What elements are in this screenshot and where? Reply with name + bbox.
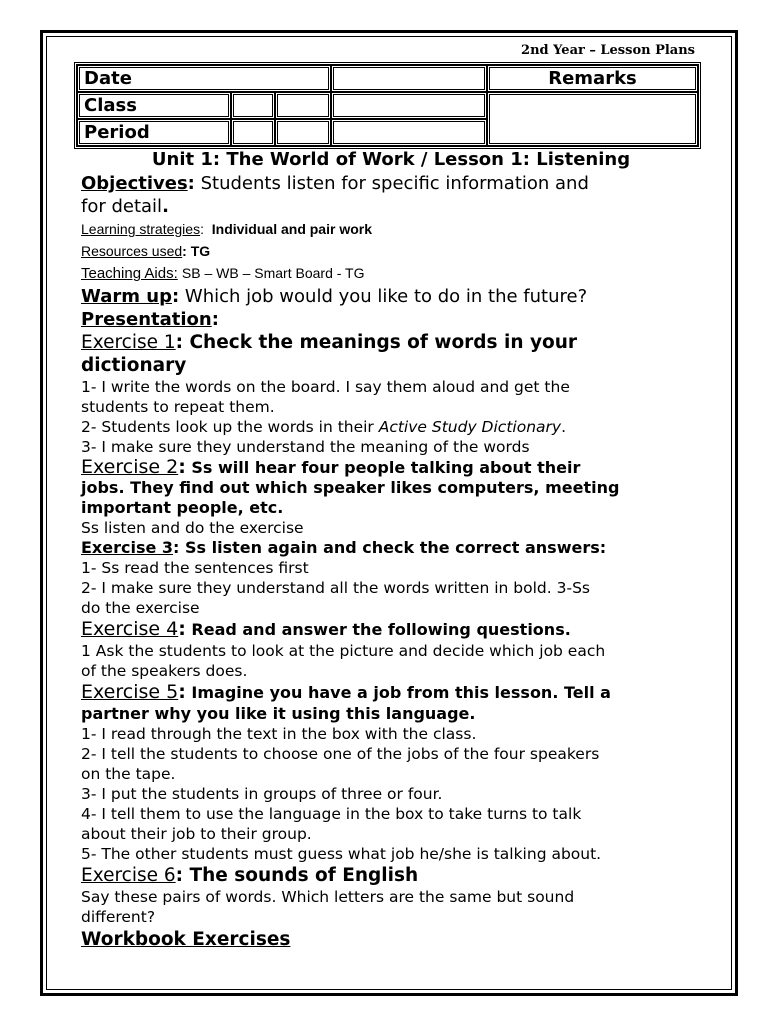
period-cell-1 — [231, 119, 275, 146]
resources-used-value: TG — [190, 243, 211, 259]
class-cell-3 — [331, 92, 487, 119]
exercise3-step-3: do the exercise — [81, 599, 200, 617]
resources-used-label: Resources used — [81, 243, 183, 259]
exercise6-step-1: Say these pairs of words. Which letters are the same but sound — [81, 888, 575, 906]
exercise2-heading-3: important people, etc. — [81, 498, 284, 517]
exercise1-step-1a: 1- I write the words on the board. I say them aloud and get the — [81, 378, 570, 396]
learning-strategies-label: Learning strategies — [81, 221, 201, 237]
exercise1-step-2: 2- Students look up the words in their Active Study Dictionary. — [81, 418, 566, 436]
exercise5-step-1: 1- I read through the text in the box with the class. — [81, 725, 477, 743]
lesson-content — [81, 148, 701, 952]
exercise6-heading: Exercise 6: The sounds of English — [81, 865, 419, 886]
date-value — [331, 65, 487, 92]
class-cell-2 — [275, 92, 331, 119]
objectives-line-2: for detail. — [81, 196, 169, 217]
teaching-aids-value: SB – WB – Smart Board - TG — [181, 265, 365, 281]
exercise1-step-1b: students to repeat them. — [81, 398, 275, 416]
period-cell-3 — [331, 119, 487, 146]
objectives-text-2: for detail — [81, 196, 163, 217]
exercise4-step-1: 1 Ask the students to look at the picture and decide which job each — [81, 642, 606, 660]
workbook-exercises: Workbook Exercises — [81, 929, 291, 950]
class-label: Class — [77, 92, 231, 119]
exercise1-label: Exercise 1 — [81, 332, 176, 353]
remarks-label: Remarks — [487, 65, 698, 92]
exercise2-label: Exercise 2 — [81, 456, 179, 478]
objectives-line-1: Objectives: Students listen for specific information and — [81, 173, 589, 194]
exercise3-label: Exercise 3 — [81, 538, 174, 557]
exercise3-heading: Exercise 3: Ss listen again and check the correct answers: — [81, 538, 607, 557]
dictionary-name: Active Study Dictionary — [378, 418, 562, 436]
period-label: Period — [77, 119, 231, 146]
remarks-value — [487, 92, 698, 146]
exercise4-label: Exercise 4 — [81, 618, 179, 640]
exercise1-heading-2: dictionary — [81, 355, 187, 376]
teaching-aids — [81, 262, 701, 285]
warm-up-text: Which job would you like to do in the future? — [184, 286, 588, 307]
learning-strategies: Learning strategies: Individual and pair work — [81, 221, 372, 237]
exercise4-step-2: of the speakers does. — [81, 662, 248, 680]
exercise5-step-4: 4- I tell them to use the language in the box to take turns to talk — [81, 805, 582, 823]
exercise5-step-5: 5- The other students must guess what job he/she is talking about. — [81, 845, 602, 863]
exercise5-step-4b: about their job to their group. — [81, 825, 312, 843]
exercise4-heading: Exercise 4: Read and answer the following questions. — [81, 618, 571, 640]
exercise6-label: Exercise 6 — [81, 865, 176, 886]
exercise6-heading-text: The sounds of English — [189, 865, 419, 886]
exercise2-heading-1: Exercise 2: Ss will hear four people talking about their — [81, 456, 581, 478]
exercise2-heading-2: jobs. They find out which speaker likes computers, meeting — [81, 478, 620, 497]
header-note: 2nd Year – Lesson Plans — [521, 43, 695, 58]
warm-up-label: Warm up — [81, 286, 172, 307]
exercise1-step-3: 3- I make sure they understand the meaning of the words — [81, 438, 530, 456]
presentation-label: Presentation — [81, 309, 212, 330]
lesson-info-table — [74, 62, 701, 149]
resources-used: Resources used: TG — [81, 243, 211, 259]
exercise4-heading-text: Read and answer the following questions. — [191, 620, 571, 639]
exercise5-step-2: 2- I tell the students to choose one of the jobs of the four speakers — [81, 745, 600, 763]
exercise5-heading-2: partner why you like it using this language. — [81, 704, 476, 723]
exercise2-step: Ss listen and do the exercise — [81, 519, 304, 537]
exercise3-heading-text: Ss listen again and check the correct answers: — [185, 538, 607, 557]
date-label: Date — [77, 65, 331, 92]
exercise3-step-2: 2- I make sure they understand all the words written in bold. 3-Ss — [81, 579, 590, 597]
exercise1-heading-text-1: Check the meanings of words in your — [189, 332, 578, 353]
presentation: Presentation: — [81, 309, 219, 330]
exercise6-step-2: different? — [81, 908, 156, 926]
exercise5-heading-1: Exercise 5: Imagine you have a job from this lesson. Tell a — [81, 681, 611, 703]
exercise5-step-3: 3- I put the students in groups of three or four. — [81, 785, 443, 803]
period-cell-2 — [275, 119, 331, 146]
exercise2-heading-text-1: Ss will hear four people talking about their — [191, 458, 581, 477]
warm-up: Warm up: Which job would you like to do in the future? — [81, 286, 588, 307]
learning-strategies-value: Individual and pair work — [211, 221, 372, 237]
exercise5-step-2b: on the tape. — [81, 765, 176, 783]
objectives-text-1: Students listen for specific information and — [200, 173, 589, 194]
class-cell-1 — [231, 92, 275, 119]
exercise5-label: Exercise 5 — [81, 681, 179, 703]
objectives-label: Objectives — [81, 173, 188, 194]
exercise3-step-1: 1- Ss read the sentences first — [81, 559, 309, 577]
exercise1-heading-1: Exercise 1: Check the meanings of words in your — [81, 332, 578, 353]
exercise5-heading-text-1: Imagine you have a job from this lesson. Tell a — [191, 683, 611, 702]
teaching-aids-label: Teaching Aids: — [81, 265, 178, 282]
exercise1-step-2-text: 2- Students look up the words in their — [81, 418, 379, 436]
unit-title: Unit 1: The World of Work / Lesson 1: Listening — [151, 149, 631, 170]
